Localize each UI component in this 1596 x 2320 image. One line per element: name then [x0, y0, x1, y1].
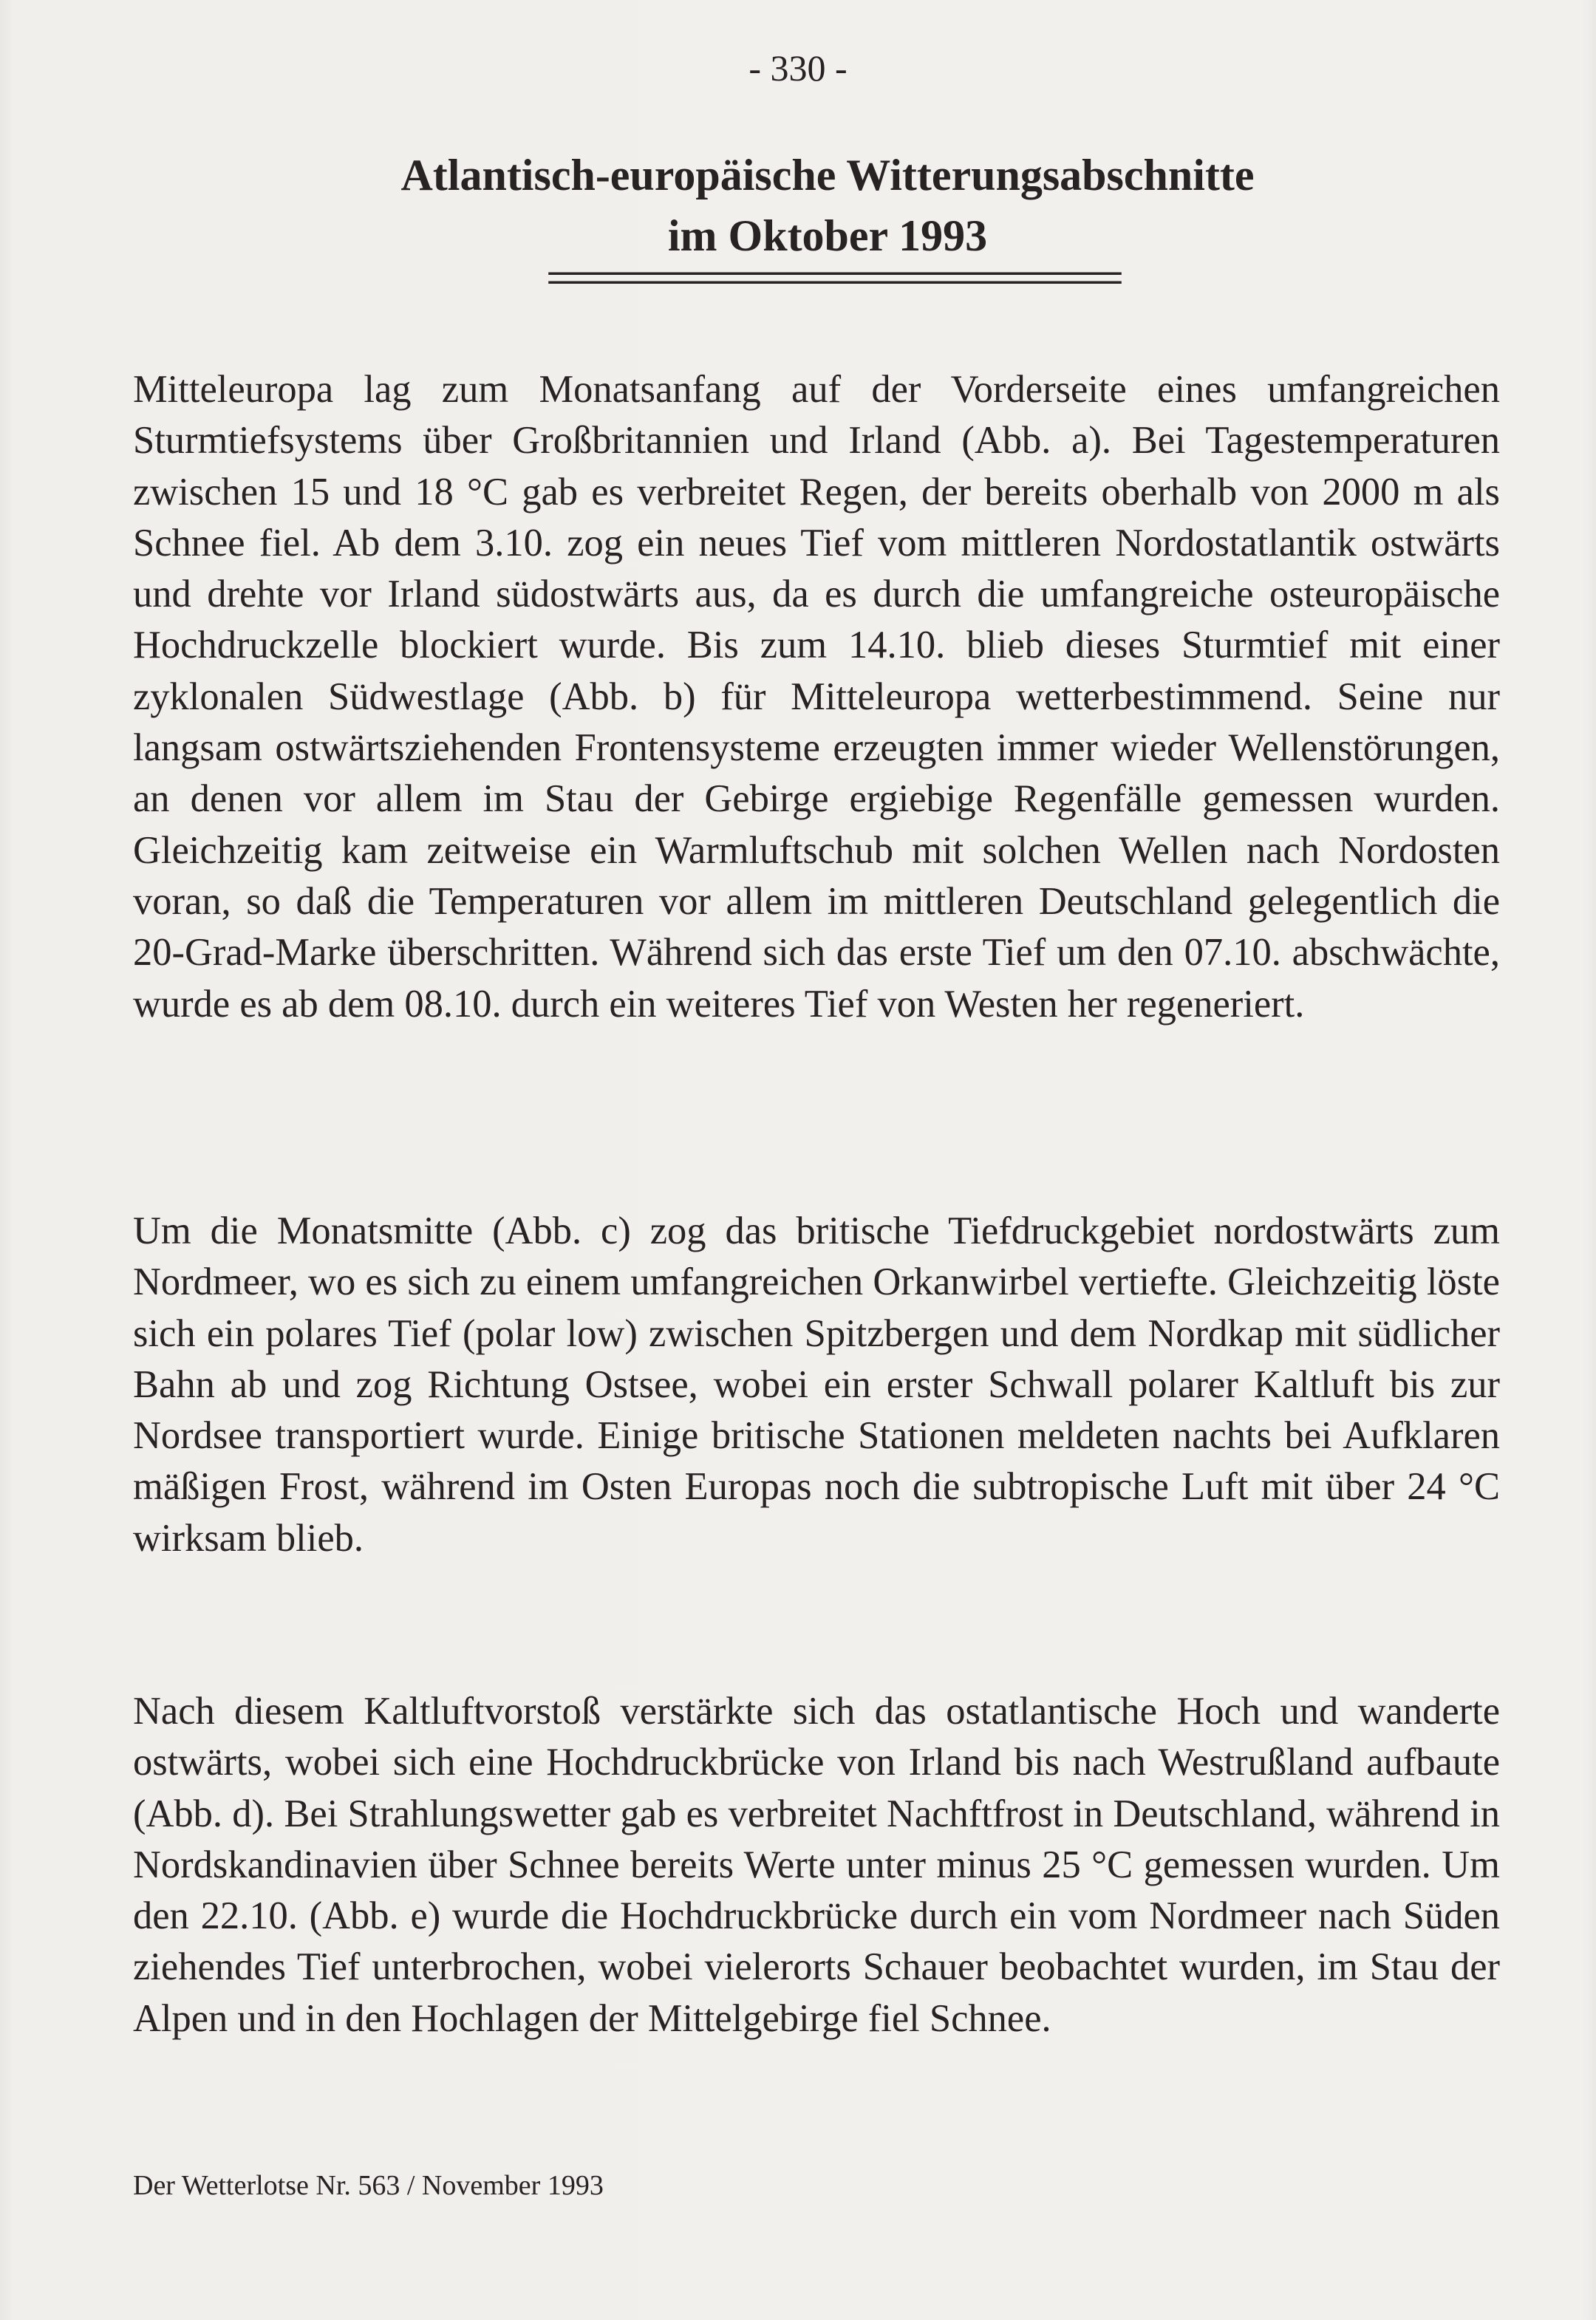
footer-publication-line: Der Wetterlotse Nr. 563 / November 1993	[133, 2170, 604, 2201]
document-title	[222, 145, 1433, 266]
title-underline-rule: =========================================	[546, 264, 1116, 298]
title-line-2: im Oktober 1993	[667, 211, 988, 260]
paragraph-1: Mitteleuropa lag zum Monatsanfang auf der Vorderseite eines umfangreichen Sturmtiefsystems über Großbritannien und Irland (Abb. a). Bei Tagestemperaturen zwischen 15 und 18 °C gab es verbreitet Regen, der bereits oberhalb von 2000 m als Schnee fiel. Ab dem 3.10. zog ein neues Tief vom mittleren Nordostatlantik ostwärts und drehte vor Irland südostwärts aus, da es durch die umfangreiche osteuropäische Hochdruckzelle blockiert wurde. Bis zum 14.10. blieb dieses Sturmtief mit einer zyklonalen Südwestlage (Abb. b) für Mitteleuropa wetterbestimmend. Seine nur langsam ostwärtsziehenden Frontensysteme erzeugten immer wieder Wellenstörungen, an denen vor allem im Stau der Gebirge ergiebige Regenfälle gemessen wurden. Gleichzeitig kam zeitweise ein Warmluftschub mit solchen Wellen nach Nordosten voran, so daß die Temperaturen vor allem im mittleren Deutschland gelegentlich die 20-Grad-Marke überschritten. Während sich das erste Tief um den 07.10. abschwächte, wurde es ab dem 08.10. durch ein weiteres Tief von Westen her regeneriert.	[133, 368, 1500, 1026]
page-number: - 330 -	[748, 47, 848, 89]
paragraph-2: Um die Monatsmitte (Abb. c) zog das britische Tiefdruckgebiet nordostwärts zum Nordmeer, wo es sich zu einem umfangreichen Orkanwirbel vertiefte. Gleichzeitig löste sich ein polares Tief (polar low) zwischen Spitzbergen und dem Nordkap mit südlicher Bahn ab und zog Richtung Ostsee, wobei ein erster Schwall polarer Kaltluft bis zur Nordsee transportiert wurde. Einige britische Stationen meldeten nachts bei Aufklaren mäßigen Frost, während im Osten Europas noch die subtropische Luft mit über 24 °C wirksam blieb.	[133, 1210, 1500, 1560]
paragraph-3: Nach diesem Kaltluftvorstoß verstärkte sich das ostatlantische Hoch und wanderte ostwärts, wobei sich eine Hochdruckbrücke von Irland bis nach Westrußland aufbaute (Abb. d). Bei Strahlungswetter gab es verbreitet Nachftfrost in Deutschland, während in Nordskandinavien über Schnee bereits Werte unter minus 25 °C gemessen wurden. Um den 22.10. (Abb. e) wurde die Hochdruckbrücke durch ein vom Nordmeer nach Süden ziehendes Tief unterbrochen, wobei vielerorts Schauer beobachtet wurden, im Stau der Alpen und in den Hochlagen der Mittelgebirge fiel Schnee.	[133, 1690, 1500, 2040]
title-line-1: Atlantisch-europäische Witterungsabschnitte	[400, 151, 1255, 199]
